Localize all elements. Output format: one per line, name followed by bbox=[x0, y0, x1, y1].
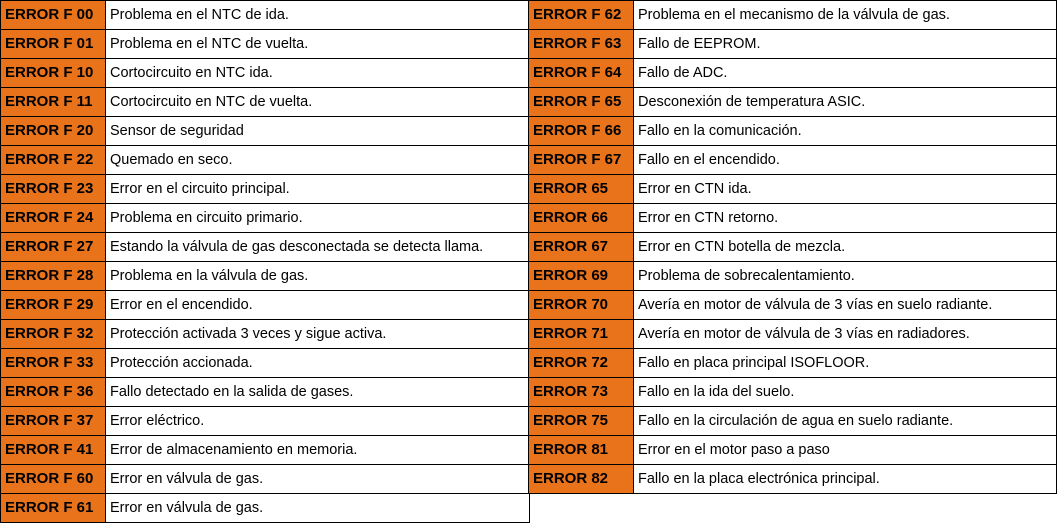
table-row bbox=[1, 117, 530, 146]
error-description: Protección accionada. bbox=[106, 349, 530, 378]
error-code: ERROR F 63 bbox=[529, 30, 634, 59]
error-description: Error en el encendido. bbox=[106, 291, 530, 320]
error-description: Fallo en la ida del suelo. bbox=[634, 378, 1057, 407]
error-code: ERROR F 20 bbox=[1, 117, 106, 146]
error-description: Problema de sobrecalentamiento. bbox=[634, 262, 1057, 291]
error-description: Error en el circuito principal. bbox=[106, 175, 530, 204]
table-row bbox=[529, 349, 1057, 378]
table-row bbox=[1, 320, 530, 349]
table-row bbox=[529, 204, 1057, 233]
error-description: Fallo en la placa electrónica principal. bbox=[634, 465, 1057, 494]
table-row bbox=[529, 59, 1057, 88]
error-description: Error en válvula de gas. bbox=[106, 494, 530, 523]
error-description: Error en CTN botella de mezcla. bbox=[634, 233, 1057, 262]
error-description: Cortocircuito en NTC ida. bbox=[106, 59, 530, 88]
error-table-right bbox=[528, 0, 1057, 494]
error-code: ERROR F 23 bbox=[1, 175, 106, 204]
table-row bbox=[529, 378, 1057, 407]
table-row bbox=[1, 378, 530, 407]
error-code: ERROR F 61 bbox=[1, 494, 106, 523]
table-row bbox=[1, 88, 530, 117]
error-code: ERROR F 41 bbox=[1, 436, 106, 465]
table-row bbox=[1, 146, 530, 175]
error-description: Error en el motor paso a paso bbox=[634, 436, 1057, 465]
error-code: ERROR F 65 bbox=[529, 88, 634, 117]
error-description: Fallo de EEPROM. bbox=[634, 30, 1057, 59]
table-row bbox=[1, 59, 530, 88]
error-description: Fallo detectado en la salida de gases. bbox=[106, 378, 530, 407]
table-row bbox=[529, 146, 1057, 175]
error-description: Fallo en la circulación de agua en suelo radiante. bbox=[634, 407, 1057, 436]
table-row bbox=[1, 262, 530, 291]
table-row bbox=[529, 117, 1057, 146]
error-code: ERROR F 24 bbox=[1, 204, 106, 233]
error-code: ERROR 69 bbox=[529, 262, 634, 291]
table-row bbox=[1, 465, 530, 494]
table-row bbox=[1, 436, 530, 465]
error-code: ERROR F 64 bbox=[529, 59, 634, 88]
error-code: ERROR 75 bbox=[529, 407, 634, 436]
table-row bbox=[1, 349, 530, 378]
error-description: Desconexión de temperatura ASIC. bbox=[634, 88, 1057, 117]
error-code: ERROR 66 bbox=[529, 204, 634, 233]
error-description: Protección activada 3 veces y sigue activa. bbox=[106, 320, 530, 349]
error-description: Estando la válvula de gas desconectada se detecta llama. bbox=[106, 233, 530, 262]
error-description: Error en CTN ida. bbox=[634, 175, 1057, 204]
error-code: ERROR F 28 bbox=[1, 262, 106, 291]
error-table-left-body bbox=[1, 1, 530, 523]
error-code: ERROR F 33 bbox=[1, 349, 106, 378]
error-code: ERROR F 27 bbox=[1, 233, 106, 262]
error-code: ERROR 73 bbox=[529, 378, 634, 407]
error-code: ERROR F 11 bbox=[1, 88, 106, 117]
error-code: ERROR 72 bbox=[529, 349, 634, 378]
error-code: ERROR F 60 bbox=[1, 465, 106, 494]
table-row bbox=[529, 291, 1057, 320]
error-description: Fallo en el encendido. bbox=[634, 146, 1057, 175]
table-row bbox=[529, 233, 1057, 262]
table-row bbox=[529, 407, 1057, 436]
error-code: ERROR F 36 bbox=[1, 378, 106, 407]
error-description: Problema en el mecanismo de la válvula de gas. bbox=[634, 1, 1057, 30]
error-code: ERROR 67 bbox=[529, 233, 634, 262]
table-row bbox=[1, 407, 530, 436]
table-row bbox=[529, 436, 1057, 465]
error-description: Sensor de seguridad bbox=[106, 117, 530, 146]
error-description: Avería en motor de válvula de 3 vías en radiadores. bbox=[634, 320, 1057, 349]
error-code: ERROR 82 bbox=[529, 465, 634, 494]
error-table-left bbox=[0, 0, 530, 523]
table-row bbox=[529, 30, 1057, 59]
error-description: Problema en el NTC de ida. bbox=[106, 1, 530, 30]
error-code: ERROR 65 bbox=[529, 175, 634, 204]
error-code: ERROR 71 bbox=[529, 320, 634, 349]
error-description: Error en válvula de gas. bbox=[106, 465, 530, 494]
error-code: ERROR F 22 bbox=[1, 146, 106, 175]
table-row bbox=[529, 320, 1057, 349]
error-code: ERROR F 01 bbox=[1, 30, 106, 59]
error-description: Quemado en seco. bbox=[106, 146, 530, 175]
error-description: Error en CTN retorno. bbox=[634, 204, 1057, 233]
error-code: ERROR F 29 bbox=[1, 291, 106, 320]
error-description: Cortocircuito en NTC de vuelta. bbox=[106, 88, 530, 117]
table-row bbox=[1, 175, 530, 204]
error-description: Avería en motor de válvula de 3 vías en suelo radiante. bbox=[634, 291, 1057, 320]
error-code: ERROR F 00 bbox=[1, 1, 106, 30]
error-description: Fallo en placa principal ISOFLOOR. bbox=[634, 349, 1057, 378]
table-row bbox=[1, 291, 530, 320]
error-code: ERROR F 32 bbox=[1, 320, 106, 349]
error-description: Error eléctrico. bbox=[106, 407, 530, 436]
table-row bbox=[1, 233, 530, 262]
error-description: Fallo en la comunicación. bbox=[634, 117, 1057, 146]
table-row bbox=[1, 204, 530, 233]
error-code: ERROR F 67 bbox=[529, 146, 634, 175]
table-row bbox=[529, 1, 1057, 30]
error-code: ERROR 70 bbox=[529, 291, 634, 320]
table-row bbox=[529, 465, 1057, 494]
error-code: ERROR F 10 bbox=[1, 59, 106, 88]
error-code: ERROR 81 bbox=[529, 436, 634, 465]
error-table-right-body bbox=[529, 1, 1057, 494]
table-row bbox=[529, 88, 1057, 117]
table-row bbox=[1, 1, 530, 30]
table-row bbox=[1, 30, 530, 59]
table-row bbox=[529, 262, 1057, 291]
table-row bbox=[1, 494, 530, 523]
table-row bbox=[529, 175, 1057, 204]
error-code: ERROR F 62 bbox=[529, 1, 634, 30]
error-description: Problema en la válvula de gas. bbox=[106, 262, 530, 291]
error-description: Fallo de ADC. bbox=[634, 59, 1057, 88]
error-description: Problema en el NTC de vuelta. bbox=[106, 30, 530, 59]
error-code: ERROR F 37 bbox=[1, 407, 106, 436]
error-description: Problema en circuito primario. bbox=[106, 204, 530, 233]
error-description: Error de almacenamiento en memoria. bbox=[106, 436, 530, 465]
error-code: ERROR F 66 bbox=[529, 117, 634, 146]
